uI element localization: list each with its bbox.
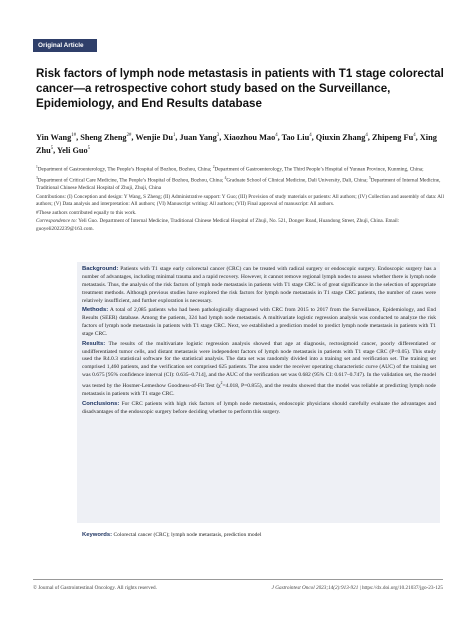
author-affiliation-marker: 4	[365, 133, 368, 138]
paper-title: Risk factors of lymph node metastasis in patients with T1 stage colorectal cancer—a retrospective cohort study based on the Surveillance, Epidemiology, and End Results database	[36, 67, 444, 110]
author-name: Yeli Guo	[57, 145, 88, 155]
author-list: Yin Wang$^{1\#}$, Sheng Zheng$^{2\#}$, Wenjie Du$^1$, Juan Yang$^3$, Xiaozhou Mao$^4$, Tao Liu$^4$, Qiuxin Zhang$^4$, Zhipeng Fu$^4$, Xing Zhu$^5$, Yeli Guo$^5$	[36, 132, 437, 155]
correspondence	[36, 218, 446, 234]
affil-4-marker: 4	[224, 175, 227, 180]
conclusions-label: Conclusions:	[82, 400, 120, 407]
affil-3-marker: 3	[36, 175, 38, 180]
keywords-text: Colorectal cancer (CRC); lymph node metastasis, prediction model	[112, 532, 262, 538]
conclusions-text: For CRC patients with high risk factors of lymph node metastasis, endoscopic physicians should carefully evaluate the advantages and disadvantages of the endoscopic surgery before deciding whether to perform this surgery.	[82, 400, 436, 415]
author-name: Yin Wang	[36, 132, 72, 142]
journal-citation: J Gastrointest Oncol 2023;14(2):913-921	[271, 585, 359, 591]
abstract-results-section	[82, 341, 436, 400]
affil-1: Department of Gastroenterology, The People’s Hospital of Bozhou, Bozhou, China;	[37, 166, 213, 173]
author-affiliation-marker: 4	[275, 133, 278, 138]
author-affiliation-marker: 3	[216, 133, 220, 138]
results-label: Results:	[82, 340, 106, 347]
abstract	[82, 266, 436, 418]
affiliations-block	[36, 164, 446, 234]
author-affiliation-marker: 1	[172, 133, 176, 138]
abstract-conclusions-section	[82, 401, 436, 417]
equal-contribution-note: #These authors contributed equally to this work.	[36, 209, 137, 216]
author-name: Xiaozhou Mao	[223, 132, 276, 142]
methods-text: A total of 2,085 patients who had been pathologically diagnosed with CRC from 2015 to 2017 from the Surveillance, Epidemiology, and End Results (SEER) database. Among the patients, 324 had lymph node metastasis. A multivariate logistic regression analysis was conducted to analyze the risk factors of lymph node metastasis in patients with T1 stage CRC. Next, we established a prediction model to predict lymph node metastasis in patients with T1 stage CRC.	[82, 307, 436, 338]
results-text-cont: =4.018, P=0.855), and the results showed that the model was reliable at predicting lymph node metastasis in patients with T1 stage CRC.	[82, 383, 436, 398]
author-affiliation-marker: 5	[50, 145, 54, 151]
contributions: Contributions: (I) Conception and design: Y Wang, S Zheng; (II) Administrative support: Y Guo; (III) Provision of study materials or patients: All authors; (IV) Collection and assembly of data: All authors; (V) Data analysis and interpretation: All authors; (VI) Manuscript writing: All authors; (VII) Final approval of manuscript: All authors.	[36, 193, 444, 208]
abstract-methods-section	[82, 307, 436, 339]
author-name: Tao Liu	[281, 132, 310, 142]
author-affiliation-marker: 4	[309, 133, 312, 138]
methods-label: Methods:	[82, 307, 109, 314]
keywords	[82, 531, 436, 539]
affil-5-marker: 5	[368, 175, 371, 180]
author-name: Sheng Zheng	[80, 132, 127, 142]
author-affiliation-marker: 4	[413, 133, 416, 138]
background-text: Patients with T1 stage early colorectal cancer (CRC) can be treated with radical surgery or endoscopic surgery. Endoscopic surgery has a number of advantages, including minimal trauma and a rapid recovery. However, it cannot remove regional lymph nodes to assess whether there is lymph node metastasis. Thus, the analysis of the risk factors of lymph node metastasis in patients with T1 stage CRC is of great significance in the selection of appropriate treatment methods. Although previous studies have explored the risk factors for lymph node metastasis in T1 stage CRC patients, the number of cases were relatively insufficient, and further exploration is necessary.	[82, 266, 436, 304]
correspondence-label: Correspondence to:	[36, 218, 78, 225]
author-name: Zhipeng Fu	[371, 132, 414, 142]
author-name: Xing Zhu	[36, 132, 437, 155]
affil-5: Department of Internal Medicine, Traditional Chinese Medical Hospital of Zhuji, Zhuji, China	[36, 177, 441, 192]
chi-square-superscript: 2	[220, 381, 223, 386]
affil-2-marker: 2	[212, 165, 215, 169]
abstract-background-section	[82, 266, 436, 306]
affil-2: Department of Gastroenterology, The Third People’s Hospital of Yunnan Province, Kunming, China;	[214, 166, 424, 173]
author-affiliation-marker: 5	[87, 145, 91, 151]
affil-3: Department of Critical Care Medicine, The People’s Hospital of Bozhou, Bozhou, China;	[37, 177, 225, 184]
footer-copyright: © Journal of Gastrointestinal Oncology. All rights reserved.	[33, 585, 157, 591]
author-affiliation-marker: 2#	[126, 133, 132, 138]
keywords-label: Keywords:	[82, 532, 113, 538]
doi-link[interactable]: | https://dx.doi.org/10.21037/jgo-23-125	[358, 585, 443, 591]
background-label: Background:	[82, 266, 119, 272]
author-affiliation-marker: 1#	[71, 133, 77, 138]
author-name: Juan Yang	[179, 132, 217, 142]
footer-citation	[220, 585, 443, 591]
affiliations	[36, 164, 446, 193]
affil-4: Graduate School of Clinical Medicine, Dali University, Dali, China;	[226, 177, 369, 184]
affil-1-marker: 1	[36, 165, 38, 169]
author-name: Wenjie Du	[135, 132, 173, 142]
article-type-badge: Original Article	[33, 39, 97, 52]
results-text: The results of the multivariate logistic regression analysis showed that age at diagnosis, rectosigmoid cancer, poorly differentiated or undifferentiated tumor cells, and distant metastasis were independent factors of lymph node metastasis in patients with T1 stage CRC (P<0.05). This study used the R4.0.3 statistical software for the statistical analysis. The data set was randomly divided into a training set and verification set. The training set comprised 1,460 patients, and the verification set comprised 625 patients. The area under the receiver operating characteristic curve (AUC) of the training set was 0.675 [95% confidence interval (CI): 0.635–0.714], and the AUC of the verification set was 0.682 (95% CI: 0.617–0.747). In the validation set, the model was tested by the Hosmer-Lemeshow Goodness-of-Fit Test (χ	[82, 340, 436, 390]
author-name: Qiuxin Zhang	[315, 132, 366, 142]
footer-divider	[33, 579, 443, 580]
correspondence-text: Yeli Guo. Department of Internal Medicine, Traditional Chinese Medical Hospital of Zhuji, No. 521, Donger Road, Huandong Street, Zhuji, China. Email: guoyeli2022239@163.com.	[36, 218, 400, 232]
